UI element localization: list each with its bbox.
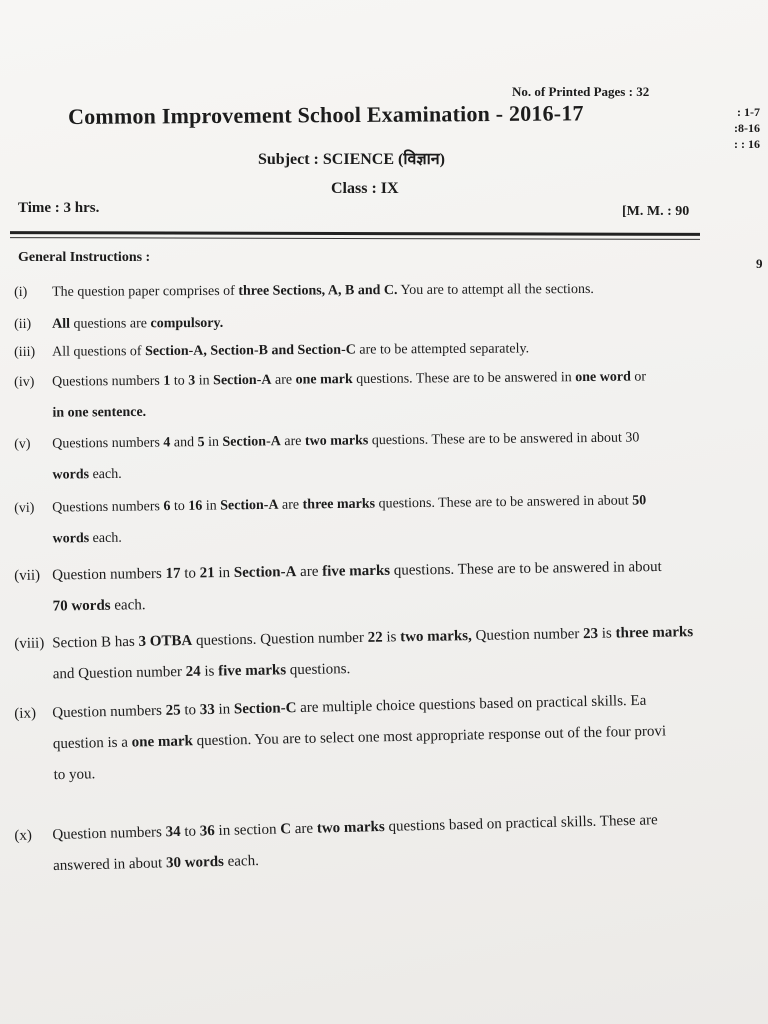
- instruction-text: in: [195, 373, 214, 389]
- instruction-text: are multiple choice questions based on practical skills. Ea: [296, 692, 647, 717]
- instruction-bold-text: two marks: [304, 433, 369, 449]
- instruction-text: are: [290, 820, 318, 838]
- instruction-item: [14, 802, 754, 875]
- time-allowed: Time : 3 hrs.: [18, 200, 100, 216]
- instruction-text-line: [52, 589, 145, 623]
- instruction-bold-text: three marks: [615, 624, 694, 642]
- instruction-number: (ii): [14, 316, 32, 332]
- instruction-text: All questions of: [52, 344, 146, 360]
- instruction-item: [14, 550, 754, 615]
- instruction-text: are: [271, 372, 296, 388]
- instruction-bold-text: 23: [582, 625, 599, 643]
- instruction-text-line: [52, 360, 646, 398]
- instruction-bold-text: Section-C: [233, 700, 297, 718]
- instruction-bold-text: 50: [632, 493, 647, 509]
- instruction-text: are: [296, 563, 323, 581]
- instruction-number: (vii): [14, 567, 41, 584]
- instruction-text: in: [202, 498, 221, 514]
- instruction-text: each.: [88, 466, 122, 483]
- instruction-bold-text: one word: [575, 369, 631, 386]
- instruction-text: questions. These are to be answered in about: [374, 493, 633, 512]
- instruction-item: [14, 483, 754, 547]
- instruction-text: Section B has: [52, 633, 139, 652]
- instruction-text: or: [630, 369, 647, 385]
- instruction-bold-text: three Sections, A, B and C.: [238, 282, 398, 299]
- instruction-number: (viii): [14, 635, 45, 652]
- instruction-bold-text: Section-A: [213, 372, 272, 389]
- instruction-text: questions. Question number: [192, 629, 368, 649]
- instruction-text: Question numbers: [52, 824, 166, 844]
- instruction-number: (iv): [14, 374, 35, 390]
- instruction-text: is: [597, 625, 616, 642]
- instruction-text: to: [180, 702, 200, 719]
- instruction-text: You are to attempt all the sections.: [397, 281, 594, 298]
- maximum-marks: [M. M. : 90: [622, 204, 690, 219]
- instruction-text-line: [52, 484, 646, 524]
- instruction-text: are: [278, 497, 303, 513]
- instruction-text: in: [214, 701, 235, 718]
- instruction-text: is: [382, 629, 401, 646]
- instruction-text: Question numbers: [52, 702, 166, 722]
- instruction-text-line: [52, 396, 146, 430]
- instruction-text: questions. These are to be answered in about: [389, 558, 662, 579]
- instruction-bold-text: Section-A: [233, 564, 297, 581]
- instruction-text-line: [52, 421, 640, 460]
- class-line: Class : IX: [331, 180, 399, 197]
- instruction-bold-text: 4: [163, 435, 171, 451]
- instruction-bold-text: 25: [165, 702, 181, 719]
- instruction-bold-text: 5: [197, 435, 205, 451]
- instruction-bold-text: 1: [163, 373, 171, 389]
- instruction-bold-text: words: [52, 531, 90, 547]
- instruction-text-line: [52, 804, 658, 852]
- instruction-text: each.: [110, 597, 146, 614]
- instruction-bold-text: 33: [199, 701, 215, 719]
- instruction-bold-text: two marks: [316, 818, 385, 837]
- general-instructions-heading: General Instructions :: [18, 250, 151, 265]
- instruction-bold-text: C: [280, 821, 292, 838]
- instruction-text: question. You are to select one most appropriate response out of the four provi: [192, 723, 667, 750]
- instruction-bold-text: 36: [199, 823, 216, 840]
- instruction-text-line: [53, 758, 95, 792]
- instruction-bold-text: All: [52, 316, 71, 332]
- instruction-text: questions. These are to be answered in: [352, 370, 576, 388]
- instruction-bold-text: in one sentence.: [52, 404, 147, 421]
- instruction-bold-text: 3 OTBA: [138, 632, 193, 650]
- instruction-text: The question paper comprises of: [52, 283, 239, 300]
- instruction-text: to: [180, 565, 200, 582]
- instruction-text-line: [52, 551, 662, 593]
- instruction-bold-text: two marks,: [400, 628, 472, 646]
- instruction-text: are to be attempted separately.: [355, 341, 530, 358]
- instruction-text: in: [204, 434, 223, 451]
- instruction-text: and: [170, 435, 198, 451]
- instruction-text: Questions numbers: [52, 499, 164, 516]
- instruction-text: in: [214, 564, 234, 582]
- instruction-text: are: [280, 433, 305, 450]
- instruction-text: to: [170, 373, 189, 389]
- instruction-bold-text: 24: [185, 663, 201, 681]
- instruction-text-line: [52, 273, 594, 309]
- instruction-text: questions based on practical skills. These are: [384, 812, 658, 835]
- instruction-number: (i): [14, 284, 28, 300]
- instruction-number: (ix): [14, 705, 37, 722]
- instruction-bold-text: three marks: [302, 496, 376, 513]
- header-rule-thick: [10, 231, 700, 236]
- subject-line: Subject : SCIENCE (विज्ञान): [258, 151, 445, 168]
- header-rule-thin: [10, 237, 700, 240]
- instruction-bold-text: words: [52, 467, 90, 483]
- instruction-text: to you.: [53, 766, 96, 784]
- instruction-bold-text: Section-A: [220, 497, 279, 514]
- instruction-bold-text: 17: [165, 565, 181, 582]
- instruction-bold-text: 16: [188, 498, 203, 514]
- instruction-bold-text: 34: [165, 823, 181, 841]
- instruction-text: questions are: [69, 316, 151, 332]
- printed-pages-count: No. of Printed Pages : 32: [512, 84, 650, 99]
- instruction-text: to: [170, 498, 189, 515]
- instruction-bold-text: one mark: [295, 372, 353, 388]
- instruction-bold-text: compulsory.: [150, 315, 224, 332]
- instruction-bold-text: five marks: [322, 562, 391, 580]
- instruction-bold-text: 30 words: [165, 853, 225, 872]
- instruction-text: and Question number: [52, 664, 186, 683]
- side-code-3: : : 16: [734, 137, 760, 151]
- instruction-text: question is a: [52, 734, 132, 753]
- instruction-text: Question numbers: [52, 565, 166, 584]
- instruction-number: (vi): [14, 500, 35, 516]
- instruction-text: each.: [89, 530, 122, 547]
- side-code-1: : 1-7: [737, 105, 760, 119]
- instruction-text: is: [200, 663, 219, 680]
- instruction-text: each.: [223, 853, 260, 870]
- instruction-text: questions. These are to be answered in about 30: [368, 430, 640, 449]
- instruction-text: Questions numbers: [52, 373, 164, 390]
- instruction-bold-text: Section-A: [222, 434, 281, 450]
- instruction-bold-text: 3: [188, 373, 196, 389]
- instruction-bold-text: one mark: [131, 733, 194, 751]
- instruction-bold-text: five marks: [218, 662, 287, 680]
- instruction-item: [14, 272, 754, 300]
- instruction-bold-text: 70 words: [52, 597, 111, 615]
- instruction-text: questions.: [285, 661, 351, 679]
- instruction-text-line: [52, 458, 122, 492]
- exam-title: Common Improvement School Examination - 2016-17: [68, 100, 584, 129]
- instruction-text: Questions numbers: [52, 435, 164, 452]
- instruction-bold-text: 21: [199, 565, 215, 582]
- instruction-number: (v): [14, 436, 31, 452]
- instruction-text: Question number: [471, 626, 584, 645]
- instruction-text: in section: [214, 821, 281, 840]
- instruction-bold-text: 6: [163, 499, 171, 515]
- instruction-text-line: [52, 616, 693, 660]
- instruction-bold-text: 22: [367, 629, 383, 646]
- instruction-number: (iii): [14, 344, 36, 360]
- instruction-text: answered in about: [52, 855, 167, 875]
- instruction-text-line: [53, 845, 260, 883]
- edge-page-number: 9: [756, 256, 763, 271]
- instruction-text-line: [52, 522, 122, 556]
- instruction-text: to: [180, 823, 201, 840]
- side-code-2: :8-16: [734, 121, 760, 135]
- instruction-text-line: [53, 653, 351, 691]
- instruction-bold-text: Section-A, Section-B and Section-C: [145, 342, 356, 360]
- instruction-number: (x): [14, 827, 33, 844]
